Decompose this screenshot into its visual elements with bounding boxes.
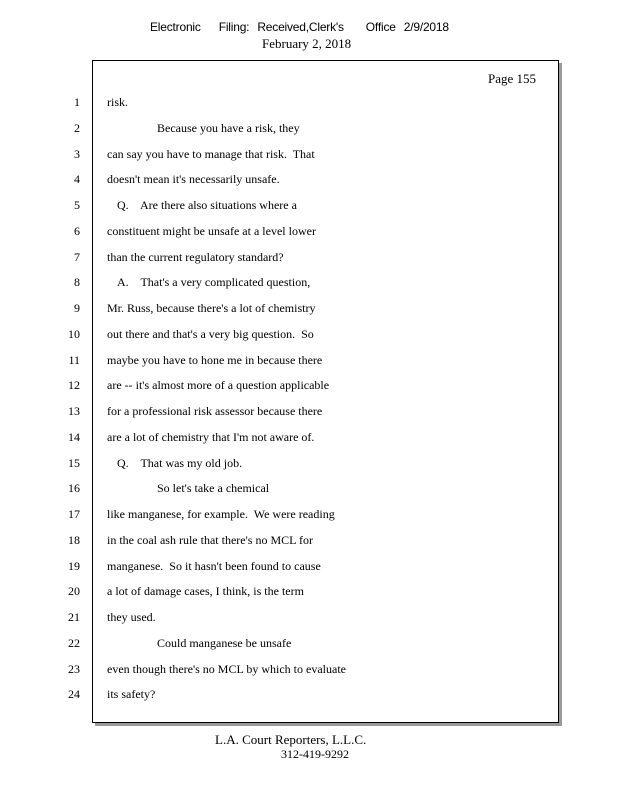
line-number: 12 (68, 378, 80, 392)
line-number: 8 (74, 275, 80, 289)
transcript-line: a lot of damage cases, I think, is the term (107, 584, 304, 598)
transcript-line: are -- it's almost more of a question applicable (107, 378, 330, 392)
line-number: 18 (68, 533, 80, 547)
transcript-line: risk. (107, 95, 128, 109)
transcript-line: for a professional risk assessor because there (107, 404, 323, 418)
reporter-phone: 312-419-9292 (281, 747, 349, 761)
transcript-line: constituent might be unsafe at a level lower (107, 224, 316, 238)
line-number: 14 (68, 430, 80, 444)
line-number: 10 (68, 327, 80, 341)
transcript-line: A. That's a very complicated question, (117, 275, 311, 289)
line-number: 15 (68, 456, 80, 470)
transcript-line: in the coal ash rule that there's no MCL for (107, 533, 313, 547)
line-number: 1 (74, 95, 80, 109)
line-number: 7 (74, 250, 80, 264)
transcript-date: February 2, 2018 (262, 36, 352, 51)
line-number: 2 (74, 121, 80, 135)
transcript-line: maybe you have to hone me in because there (107, 353, 323, 367)
transcript-line: are a lot of chemistry that I'm not aware of. (107, 430, 315, 444)
line-number: 19 (68, 559, 80, 573)
transcript-line: even though there's no MCL by which to evaluate (107, 662, 346, 676)
line-number: 4 (74, 172, 80, 186)
transcript-line: out there and that's a very big question. So (107, 327, 314, 341)
line-number: 6 (74, 224, 80, 238)
page-number: Page 155 (487, 71, 536, 86)
transcript-line: they used. (107, 610, 156, 624)
transcript-line: can say you have to manage that risk. That (107, 147, 315, 161)
transcript-line: its safety? (107, 687, 156, 701)
line-number: 13 (68, 404, 80, 418)
filing-stamp (150, 20, 449, 34)
transcript-line: than the current regulatory standard? (107, 250, 284, 264)
line-number: 20 (68, 584, 80, 598)
filing-stamp-word: Filing: (218, 20, 250, 34)
transcript-line: doesn't mean it's necessarily unsafe. (107, 172, 280, 186)
line-number: 9 (74, 301, 80, 315)
reporter-company: L.A. Court Reporters, L.L.C. (215, 732, 367, 747)
transcript-line: Q. That was my old job. (117, 456, 243, 470)
filing-stamp-word: Received,Clerk's (257, 20, 344, 34)
transcript-line: Mr. Russ, because there's a lot of chemistry (107, 301, 316, 315)
filing-stamp-word: Electronic (150, 20, 201, 34)
filing-stamp-date: 2/9/2018 (403, 20, 449, 34)
line-number: 22 (68, 636, 80, 650)
line-number: 16 (68, 481, 80, 495)
line-number: 3 (74, 147, 80, 161)
line-number: 23 (68, 662, 80, 676)
line-number: 11 (68, 353, 80, 367)
transcript-line: like manganese, for example. We were reading (107, 507, 335, 521)
transcript-line: Could manganese be unsafe (157, 636, 292, 650)
line-number: 24 (68, 687, 80, 701)
transcript-line: manganese. So it hasn't been found to cause (107, 559, 321, 573)
transcript-line: Q. Are there also situations where a (117, 198, 297, 212)
transcript-line: So let's take a chemical (157, 481, 270, 495)
line-number: 17 (68, 507, 80, 521)
transcript-line: Because you have a risk, they (157, 121, 300, 135)
line-number: 5 (74, 198, 80, 212)
filing-stamp-word: Office (365, 20, 396, 34)
line-number: 21 (68, 610, 80, 624)
